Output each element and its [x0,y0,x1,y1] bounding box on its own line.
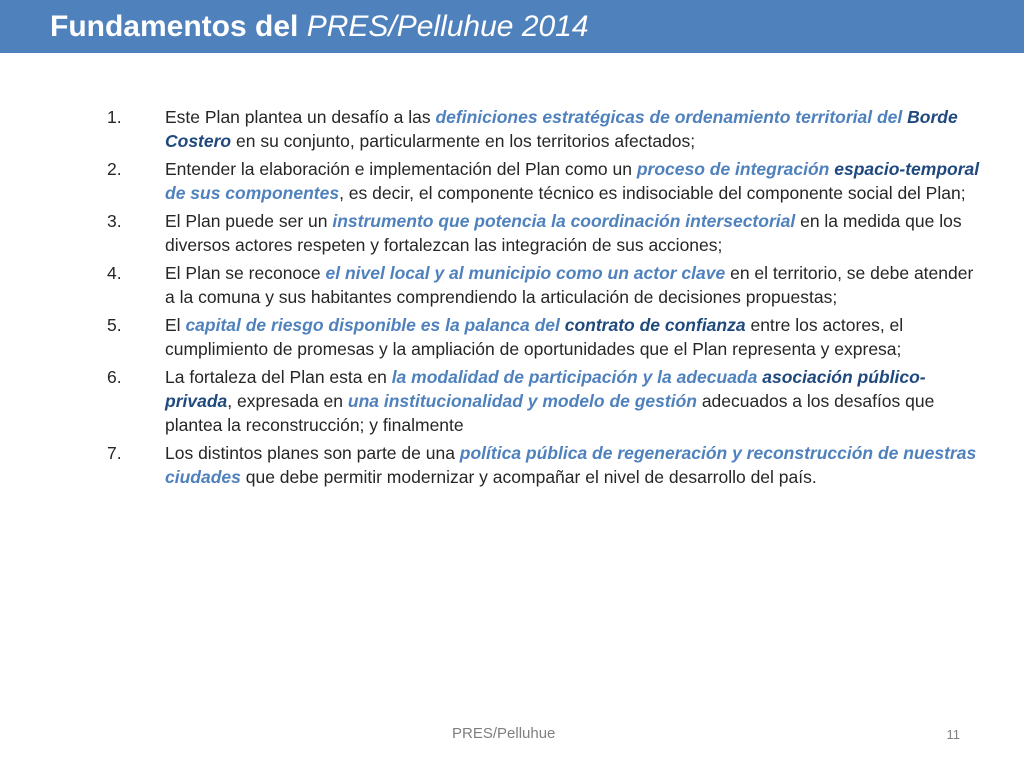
list-item-text: en la medida que los diversos actores respeten y fortalezcan las integración de sus acciones; [165,211,962,255]
list-item-number: 4. [107,263,122,283]
list-item-text: , es decir, el componente técnico es indisociable del componente social del Plan; [339,183,966,203]
slide-title-italic: PRES/Pelluhue 2014 [306,10,589,43]
highlighted-phrase: instrumento que potencia la coordinación intersectorial [332,211,796,231]
list-item-number: 1. [107,107,122,127]
list-item-text: Los distintos planes son parte de una [165,443,460,463]
list-item [107,441,987,489]
slide-title-plain: Fundamentos del [50,10,307,43]
list-item-text: en el territorio, se debe atender a la comuna y sus habitantes comprendiendo la articulación de decisiones propuestas; [165,263,974,307]
list-item-number: 3. [107,211,122,231]
list-item-text: Este Plan plantea un desafío a las [165,107,436,127]
list-item-number: 7. [107,443,122,463]
list-item-text: El Plan se reconoce [165,263,326,283]
list-item-number: 2. [107,159,122,179]
highlighted-phrase: definiciones estratégicas de ordenamiento territorial del [435,107,908,127]
list-item [107,365,987,437]
highlighted-phrase: política pública de regeneración y reconstrucción de nuestras ciudades [165,443,977,487]
list-item-text: El Plan puede ser un [165,211,333,231]
list-item-text: adecuados a los desafíos que plantea la reconstrucción; y finalmente [165,391,935,435]
highlighted-phrase: espacio-temporal [834,159,980,179]
list-item-text: , expresada en [227,391,348,411]
list-item-text: entre los actores, el cumplimiento de promesas y la ampliación de oportunidades que el Plan representa y expresa; [165,315,904,359]
list-item [107,157,987,205]
list-item [107,261,987,309]
list-item-text: en su conjunto, particularmente en los territorios afectados; [231,131,696,151]
list-item [107,105,987,153]
highlighted-phrase: el nivel local y al municipio como un actor clave [325,263,726,283]
highlighted-phrase: una institucionalidad y modelo de gestión [347,391,697,411]
list-item [107,209,987,257]
highlighted-phrase: la modalidad de participación y la adecuada [391,367,763,387]
list-item-number: 6. [107,367,122,387]
highlighted-phrase: de sus componentes [165,183,340,203]
slide-title [50,9,589,45]
highlighted-phrase: capital de riesgo disponible es la palanca del [185,315,565,335]
highlighted-phrase: asociación público-privada [165,367,926,411]
list-item-text: que debe permitir modernizar y acompañar el nivel de desarrollo del país. [240,467,817,487]
highlighted-phrase: proceso de integración [636,159,835,179]
footer-label: PRES/Pelluhue [452,725,556,742]
numbered-list [107,105,987,493]
list-item-text: La fortaleza del Plan esta en [165,367,392,387]
list-item-number: 5. [107,315,122,335]
highlighted-phrase: Borde Costero [165,107,958,151]
page-number: 11 [946,727,960,742]
list-item-text: El [165,315,186,335]
list-item-text: Entender la elaboración e implementación del Plan como un [165,159,637,179]
highlighted-phrase: contrato de confianza [564,315,746,335]
title-bar [0,0,1024,53]
list-item [107,313,987,361]
